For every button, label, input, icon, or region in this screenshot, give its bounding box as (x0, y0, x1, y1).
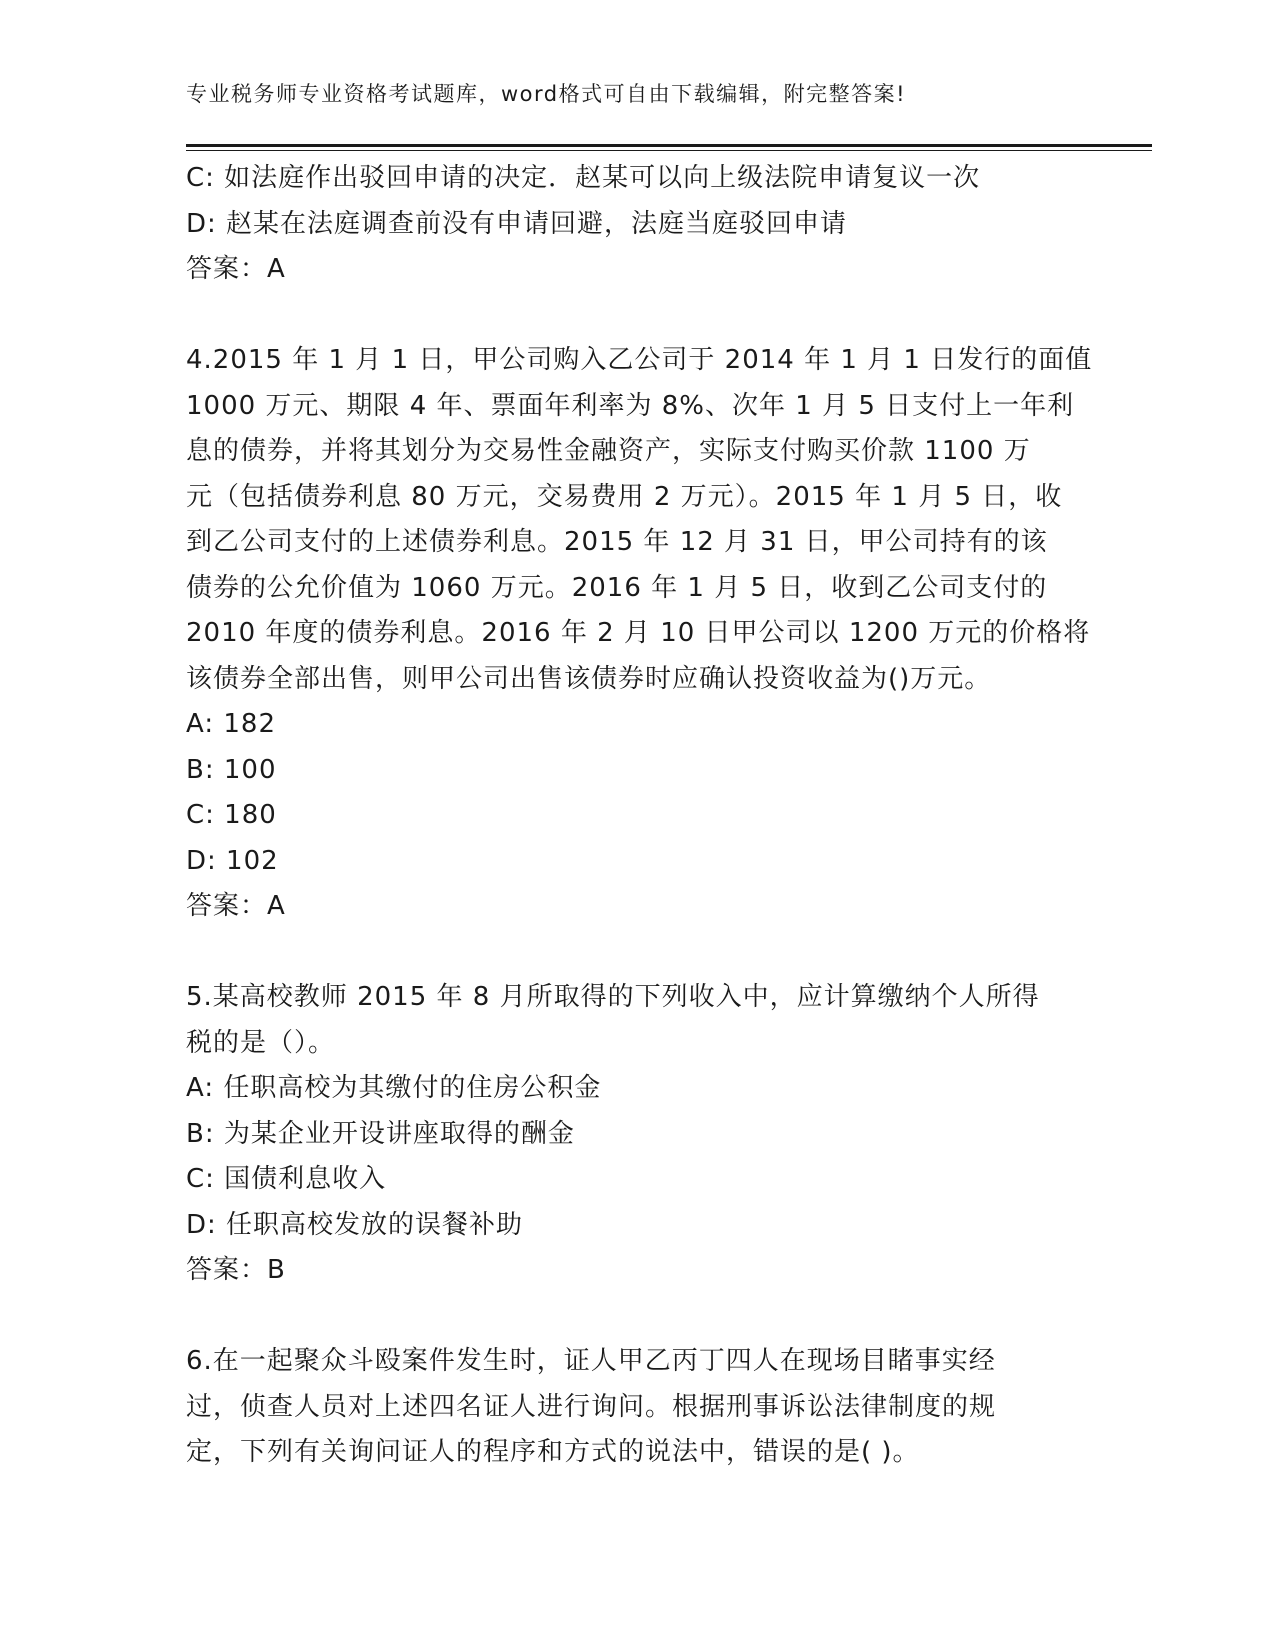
option-line: B: 为某企业开设讲座取得的酬金 (186, 1118, 575, 1149)
option-line: D: 102 (186, 845, 279, 876)
page-header: 专业税务师专业资格考试题库，word格式可自由下载编辑，附完整答案! (186, 82, 907, 106)
spacer (186, 293, 1086, 339)
question-block-3-tail (186, 156, 1086, 293)
question-text-line: 1000 万元、期限 4 年、票面年利率为 8%、次年 1 月 5 日支付上一年利 (186, 390, 1075, 421)
question-block-6 (186, 1339, 1086, 1476)
header-rule-thin (186, 150, 1152, 151)
question-text-line: 过，侦查人员对上述四名证人进行询问。根据刑事诉讼法律制度的规 (186, 1391, 997, 1422)
option-line: A: 182 (186, 709, 276, 739)
header-rule-thick (186, 144, 1152, 147)
option-line: D: 任职高校发放的误餐补助 (186, 1209, 524, 1240)
question-text-line: 该债券全部出售，则甲公司出售该债券时应确认投资收益为()万元。 (186, 663, 992, 694)
question-block-5 (186, 975, 1086, 1294)
option-line: C: 国债利息收入 (186, 1164, 387, 1194)
question-text-line: 定，下列有关询问证人的程序和方式的说法中，错误的是( )。 (186, 1437, 920, 1467)
option-line: C: 如法庭作出驳回申请的决定．赵某可以向上级法院申请复议一次 (186, 163, 981, 193)
document-body (186, 156, 1093, 1476)
answer-line: 答案：B (186, 1255, 286, 1285)
option-line: A: 任职高校为其缴付的住房公积金 (186, 1073, 602, 1103)
spacer (186, 930, 1086, 976)
question-text-line: 6.在一起聚众斗殴案件发生时，证人甲乙丙丁四人在现场目睹事实经 (186, 1346, 996, 1376)
spacer (186, 1294, 1086, 1340)
question-text-line: 5.某高校教师 2015 年 8 月所取得的下列收入中，应计算缴纳个人所得 (186, 982, 1040, 1012)
question-text-line: 债券的公允价值为 1060 万元。2016 年 1 月 5 日，收到乙公司支付的 (186, 572, 1048, 603)
question-text-line: 4.2015 年 1 月 1 日，甲公司购入乙公司于 2014 年 1 月 1 日发行的面值 (186, 345, 1093, 375)
question-text-line: 税的是（）。 (186, 1027, 336, 1058)
answer-line: 答案：A (186, 254, 286, 284)
question-text-line: 到乙公司支付的上述债券利息。2015 年 12 月 31 日，甲公司持有的该 (186, 527, 1048, 557)
question-text-line: 元（包括债券利息 80 万元，交易费用 2 万元）。2015 年 1 月 5 日，收 (186, 481, 1063, 512)
option-line: C: 180 (186, 800, 277, 830)
question-text-line: 2010 年度的债券利息。2016 年 2 月 10 日甲公司以 1200 万元的价格将 (186, 618, 1091, 648)
question-block-4 (186, 338, 1093, 930)
option-line: B: 100 (186, 754, 277, 785)
option-line: D: 赵某在法庭调查前没有申请回避，法庭当庭驳回申请 (186, 208, 848, 239)
question-text-line: 息的债券，并将其划分为交易性金融资产，实际支付购买价款 1100 万 (186, 436, 1031, 466)
answer-line: 答案：A (186, 891, 286, 921)
